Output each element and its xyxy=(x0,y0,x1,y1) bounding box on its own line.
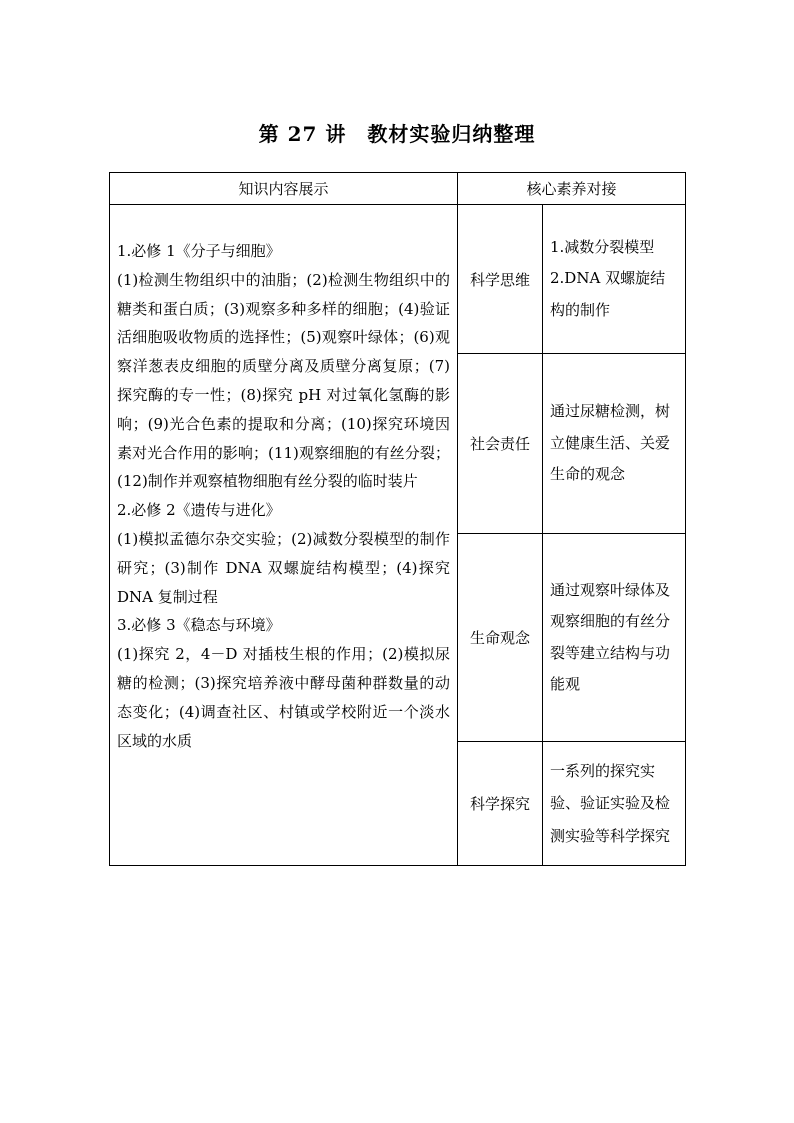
page-title: 第 27 讲 教材实验归纳整理 xyxy=(258,122,536,146)
module-1-heading: 1.必修 1《分子与细胞》 xyxy=(117,242,281,260)
module-3-experiments: (1)探究 2，4－D 对插枝生根的作用；(2)模拟尿糖的检测；(3)探究培养液中酵母菌种群数量的动态变化；(4)调查社区、村镇或学校附近一个淡水区域的水质 xyxy=(117,645,450,750)
competency-description: 通过尿糖检测，树立健康生活、关爱生命的观念 xyxy=(543,354,686,534)
experiment-summary-table xyxy=(109,172,686,866)
competency-description xyxy=(543,205,686,354)
competency-description: 通过观察叶绿体及观察细胞的有丝分裂等建立结构与功能观 xyxy=(543,534,686,742)
knowledge-content-cell xyxy=(110,205,458,866)
competency-line: 2.DNA 双螺旋结构的制作 xyxy=(550,269,666,319)
table-header-row xyxy=(110,173,686,205)
header-knowledge: 知识内容展示 xyxy=(110,173,458,205)
competency-category: 科学探究 xyxy=(458,742,543,866)
competency-category: 生命观念 xyxy=(458,534,543,742)
competency-category: 科学思维 xyxy=(458,205,543,354)
module-2-experiments: (1)模拟孟德尔杂交实验；(2)减数分裂模型的制作研究；(3)制作 DNA 双螺旋结构模型；(4)探究 DNA 复制过程 xyxy=(117,529,450,606)
competency-category: 社会责任 xyxy=(458,354,543,534)
module-2-heading: 2.必修 2《遗传与进化》 xyxy=(117,501,281,520)
competency-line: 1.减数分裂模型 xyxy=(550,237,655,256)
module-3-heading: 3.必修 3《稳态与环境》 xyxy=(117,616,281,635)
module-1-experiments: (1)检测生物组织中的油脂；(2)检测生物组织中的糖类和蛋白质；(3)观察多种多样的细胞；(4)验证活细胞吸收物质的选择性；(5)观察叶绿体；(6)观察洋葱表皮细胞的质壁分离及质壁分离复原；(7)探究酶的专一性；(8)探究 pH 对过氧化氢酶的影响；(9)光合色素的提取和分离；(10)探究环境因素对光合作用的影响；(11)观察细胞的有丝分裂；(12)制作并观察植物细胞有丝分裂的临时装片 xyxy=(117,270,450,491)
table-row xyxy=(110,205,686,354)
competency-description: 一系列的探究实验、验证实验及检测实验等科学探究 xyxy=(543,742,686,866)
header-competency: 核心素养对接 xyxy=(458,173,686,205)
